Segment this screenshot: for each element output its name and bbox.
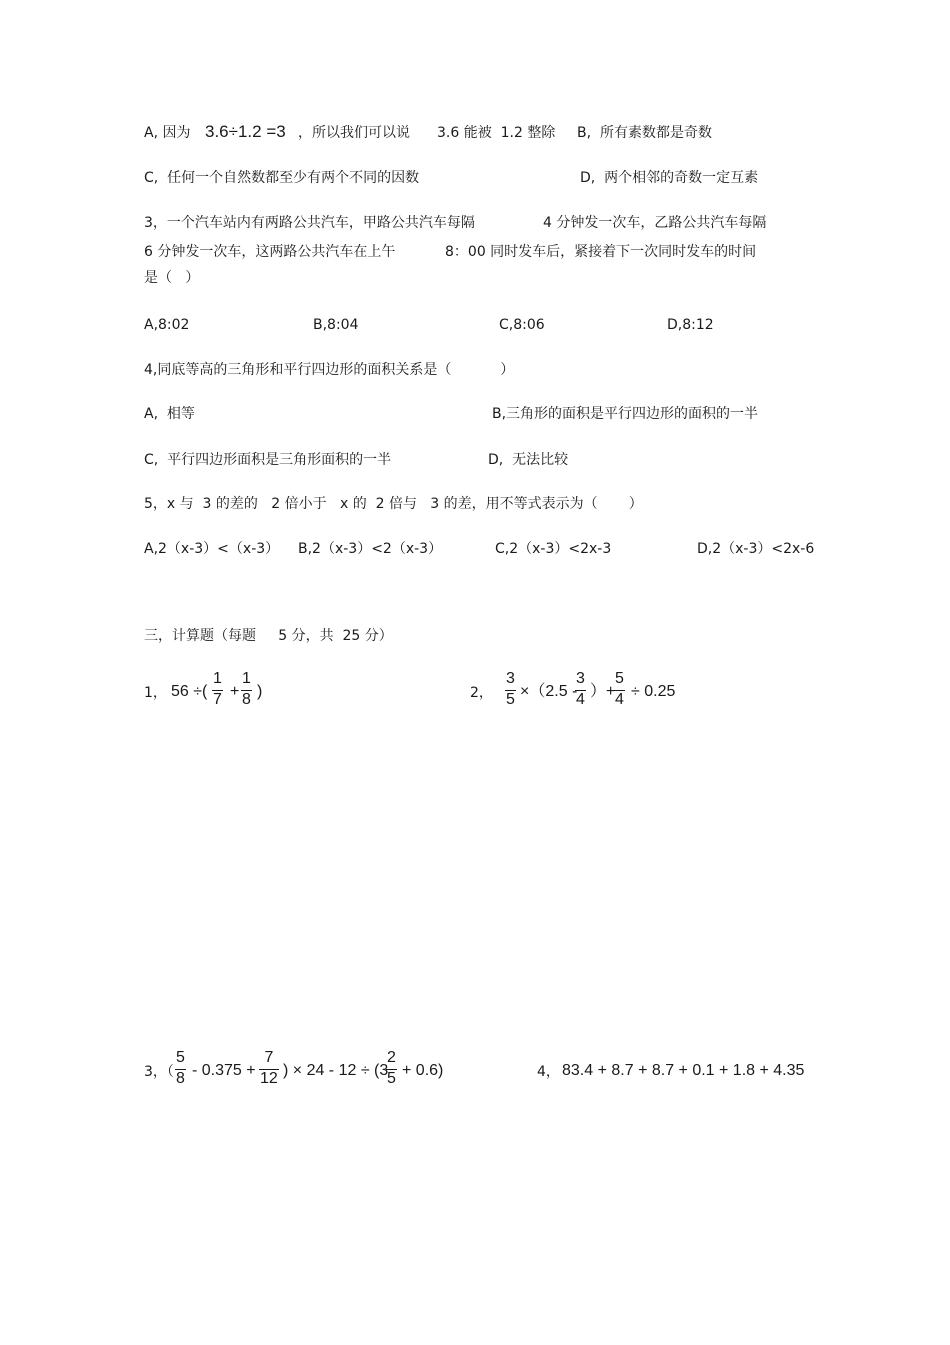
calc1-fraction-1 bbox=[212, 670, 223, 709]
calc3-fraction-3-den: 5 bbox=[387, 1070, 396, 1087]
q3-stem-line1b: 4 分钟发一次车，乙路公共汽车每隔 bbox=[543, 215, 767, 231]
q4-option-c: C, 平行四边形面积是三角形面积的一半 bbox=[144, 452, 392, 468]
calc2-mid2: ）+ bbox=[590, 683, 616, 700]
q2-option-a-tail: 3.6 能被 1.2 整除 bbox=[437, 125, 556, 141]
calc4-expr: 83.4 + 8.7 + 8.7 + 0.1 + 1.8 + 4.35 bbox=[562, 1062, 805, 1079]
calc1-fraction-1-den: 7 bbox=[213, 691, 222, 708]
calc2-fraction-2-num: 3 bbox=[576, 670, 585, 687]
q3-stem-line3: 是（ ） bbox=[144, 270, 200, 286]
q5-option-d: D,2（x-3）<2x-6 bbox=[697, 541, 815, 557]
q3-stem-line2b: 8：00 同时发车后，紧接着下一次同时发车的时间 bbox=[445, 244, 757, 260]
q2-option-a-prefix: A, 因为 bbox=[144, 125, 191, 141]
q4-stem: 4,同底等高的三角形和平行四边形的面积关系是（ ） bbox=[144, 362, 515, 378]
q3-stem-line1a: 3，一个汽车站内有两路公共汽车，甲路公共汽车每隔 bbox=[144, 215, 475, 231]
q4-option-a: A, 相等 bbox=[144, 406, 195, 422]
calc3-fraction-3 bbox=[386, 1049, 397, 1088]
calc3-fraction-1-num: 5 bbox=[176, 1049, 185, 1066]
calc1-fraction-1-num: 1 bbox=[213, 670, 222, 687]
calc3-mid: - 0.375 + bbox=[192, 1062, 256, 1079]
calc2-fraction-1 bbox=[505, 670, 516, 709]
q4-option-b: B,三角形的面积是平行四边形的面积的一半 bbox=[492, 406, 759, 422]
q3-stem-line2a: 6 分钟发一次车，这两路公共汽车在上午 bbox=[144, 244, 396, 260]
calc3-fraction-3-num: 2 bbox=[387, 1049, 396, 1066]
q2-option-c: C, 任何一个自然数都至少有两个不同的因数 bbox=[144, 170, 420, 186]
q2-option-d: D, 两个相邻的奇数一定互素 bbox=[580, 170, 759, 186]
calc2-fraction-3-den: 4 bbox=[615, 691, 624, 708]
calc2-fraction-2 bbox=[575, 670, 586, 709]
q5-option-c: C,2（x-3）<2x-3 bbox=[495, 541, 612, 557]
calc3-fraction-2-den: 12 bbox=[260, 1070, 278, 1087]
q2-option-b: B, 所有素数都是奇数 bbox=[577, 125, 712, 141]
q2-option-a-math: 3.6÷1.2 =3 bbox=[205, 122, 286, 141]
calc2-mid: ×（2.5 - bbox=[520, 683, 578, 700]
q3-option-a: A,8:02 bbox=[144, 317, 190, 333]
calc1-fraction-2 bbox=[241, 670, 252, 709]
calc1-fraction-2-num: 1 bbox=[242, 670, 251, 687]
calc1-lead: 56 ÷( bbox=[171, 683, 208, 700]
calc1-close: ) bbox=[257, 683, 263, 700]
q5-option-a: A,2（x-3）<（x-3） bbox=[144, 541, 280, 557]
calc3-fraction-2 bbox=[259, 1049, 279, 1088]
calc2-fraction-3 bbox=[614, 670, 625, 709]
calc3-fraction-1 bbox=[175, 1049, 186, 1088]
calc2-fraction-1-den: 5 bbox=[506, 691, 515, 708]
calc2-fraction-1-num: 3 bbox=[506, 670, 515, 687]
q5-stem: 5，x 与 3 的差的 2 倍小于 x 的 2 倍与 3 的差，用不等式表示为（ ） bbox=[144, 496, 643, 512]
calc2-fraction-3-num: 5 bbox=[615, 670, 624, 687]
calc3-tail: + 0.6) bbox=[402, 1062, 444, 1079]
calc4-label: 4， bbox=[537, 1064, 560, 1080]
calc2-tail: ÷ 0.25 bbox=[631, 683, 676, 700]
q4-option-d: D, 无法比较 bbox=[488, 452, 569, 468]
q2-option-a-suffix: ，所以我们可以说 bbox=[298, 125, 410, 141]
q3-option-d: D,8:12 bbox=[667, 317, 714, 333]
calc3-fraction-1-den: 8 bbox=[176, 1070, 185, 1087]
calc1-fraction-2-den: 8 bbox=[242, 691, 251, 708]
calc3-fraction-2-num: 7 bbox=[264, 1049, 274, 1066]
q3-option-c: C,8:06 bbox=[499, 317, 545, 333]
calc1-label: 1， bbox=[144, 685, 167, 701]
calc2-label: 2， bbox=[470, 685, 493, 701]
section3-title: 三，计算题（每题 5 分，共 25 分） bbox=[144, 628, 393, 644]
q3-option-b: B,8:04 bbox=[313, 317, 359, 333]
calc3-mid2: ) × 24 - 12 ÷ (3 bbox=[283, 1062, 389, 1079]
q5-option-b: B,2（x-3）<2（x-3） bbox=[298, 541, 443, 557]
calc1-op: + bbox=[230, 683, 240, 700]
calc3-label: 3，（ bbox=[144, 1064, 174, 1080]
calc2-fraction-2-den: 4 bbox=[576, 691, 585, 708]
